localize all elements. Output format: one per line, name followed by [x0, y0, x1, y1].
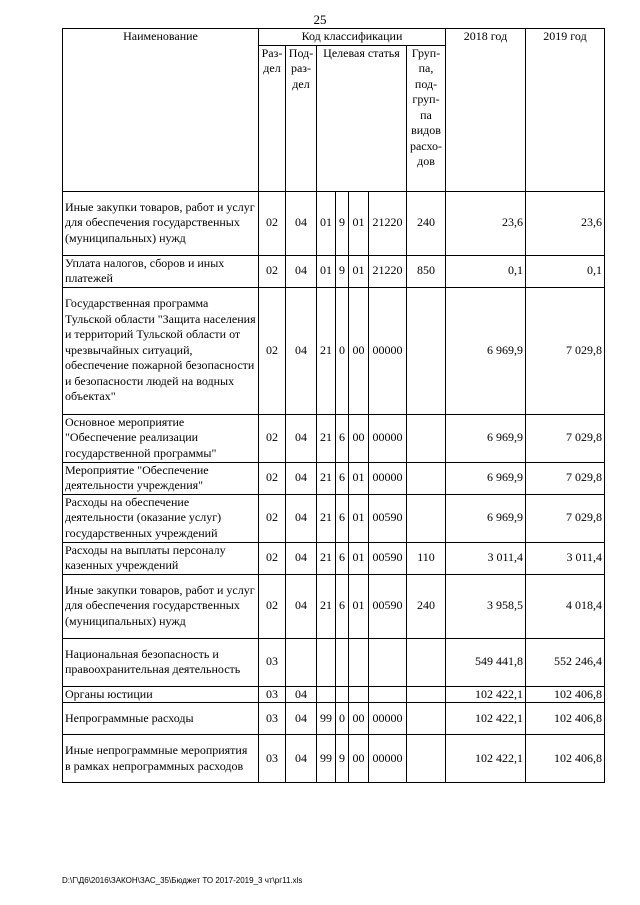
header-podrazdel: Под- раз- дел [286, 45, 317, 191]
row-target-subprogram: 9 [336, 191, 349, 255]
row-razdel: 02 [259, 494, 286, 542]
table-row [63, 542, 605, 574]
row-name: Иные закупки товаров, работ и услуг для обеспечения государственных (муниципальных) нужд [63, 191, 259, 255]
row-amount-2018: 102 422,1 [446, 703, 526, 735]
row-target-direction: 00000 [369, 414, 407, 462]
row-name: Органы юстиции [63, 686, 259, 703]
row-target-direction [369, 638, 407, 686]
row-target-direction: 00000 [369, 735, 407, 783]
row-group [407, 638, 446, 686]
row-target-program: 21 [317, 574, 336, 638]
row-target-direction: 21220 [369, 255, 407, 287]
row-razdel: 03 [259, 703, 286, 735]
table-row [63, 191, 605, 255]
row-amount-2019: 102 406,8 [526, 686, 605, 703]
row-group [407, 703, 446, 735]
row-group [407, 462, 446, 494]
row-razdel: 03 [259, 686, 286, 703]
row-target-event: 01 [349, 494, 369, 542]
row-amount-2018: 3 958,5 [446, 574, 526, 638]
row-amount-2018: 0,1 [446, 255, 526, 287]
file-path-footer: D:\Г\Д6\2016\ЗАКОН\ЗАС_35\Бюджет ТО 2017-2019_3 чт\рг11.xls [62, 876, 303, 885]
header-group: Груп- па, под- груп- па видов расхо- дов [407, 45, 446, 191]
row-podrazdel: 04 [286, 414, 317, 462]
row-amount-2018: 6 969,9 [446, 462, 526, 494]
row-name: Государственная программа Тульской области "Защита населения и территорий Тульской области от чрезвычайных ситуаций, обеспечение пожарной безопасности и безопасности людей на водных объектах" [63, 287, 259, 414]
row-razdel: 02 [259, 191, 286, 255]
row-podrazdel: 04 [286, 703, 317, 735]
table-row [63, 703, 605, 735]
row-amount-2019: 0,1 [526, 255, 605, 287]
row-target-program: 01 [317, 255, 336, 287]
row-name: Непрограммные расходы [63, 703, 259, 735]
row-razdel: 02 [259, 255, 286, 287]
row-group [407, 287, 446, 414]
row-target-direction: 00590 [369, 574, 407, 638]
row-target-program [317, 638, 336, 686]
row-target-event [349, 686, 369, 703]
page-number: 25 [313, 12, 327, 27]
row-podrazdel: 04 [286, 462, 317, 494]
row-amount-2019: 7 029,8 [526, 494, 605, 542]
row-target-subprogram: 0 [336, 703, 349, 735]
row-target-event: 01 [349, 255, 369, 287]
header-year-2018: 2018 год [446, 29, 526, 192]
row-target-program: 21 [317, 494, 336, 542]
row-target-program: 21 [317, 414, 336, 462]
row-target-subprogram [336, 686, 349, 703]
row-podrazdel: 04 [286, 542, 317, 574]
row-target-event: 01 [349, 462, 369, 494]
row-group [407, 494, 446, 542]
row-target-event: 01 [349, 542, 369, 574]
row-target-program: 99 [317, 703, 336, 735]
row-target-event: 01 [349, 191, 369, 255]
row-group [407, 686, 446, 703]
row-amount-2019: 3 011,4 [526, 542, 605, 574]
row-group: 240 [407, 191, 446, 255]
row-amount-2018: 102 422,1 [446, 686, 526, 703]
table-row [63, 735, 605, 783]
table-body [63, 191, 605, 783]
row-target-program: 21 [317, 542, 336, 574]
row-amount-2019: 102 406,8 [526, 735, 605, 783]
row-target-subprogram: 6 [336, 414, 349, 462]
row-target-program [317, 686, 336, 703]
row-name: Иные закупки товаров, работ и услуг для обеспечения государственных (муниципальных) нужд [63, 574, 259, 638]
header-row-1 [63, 29, 605, 46]
row-name: Уплата налогов, сборов и иных платежей [63, 255, 259, 287]
row-name: Расходы на выплаты персоналу казенных учреждений [63, 542, 259, 574]
row-razdel: 02 [259, 462, 286, 494]
row-group [407, 735, 446, 783]
row-amount-2019: 4 018,4 [526, 574, 605, 638]
row-amount-2018: 102 422,1 [446, 735, 526, 783]
row-target-event: 00 [349, 735, 369, 783]
row-amount-2018: 6 969,9 [446, 414, 526, 462]
row-target-program: 99 [317, 735, 336, 783]
row-podrazdel: 04 [286, 287, 317, 414]
header-classification: Код классификации [259, 29, 446, 46]
row-target-program: 21 [317, 462, 336, 494]
row-name: Национальная безопасность и правоохранительная деятельность [63, 638, 259, 686]
header-target: Целевая статья [317, 45, 407, 191]
row-amount-2019: 552 246,4 [526, 638, 605, 686]
budget-table [62, 28, 605, 783]
row-target-subprogram: 6 [336, 542, 349, 574]
row-target-direction: 00000 [369, 703, 407, 735]
row-target-event: 00 [349, 414, 369, 462]
row-amount-2019: 7 029,8 [526, 462, 605, 494]
row-target-direction: 00000 [369, 462, 407, 494]
row-podrazdel: 04 [286, 686, 317, 703]
row-target-subprogram: 6 [336, 494, 349, 542]
row-target-program: 01 [317, 191, 336, 255]
row-target-subprogram: 6 [336, 462, 349, 494]
row-target-subprogram: 9 [336, 255, 349, 287]
row-target-direction: 00590 [369, 542, 407, 574]
row-target-direction: 00590 [369, 494, 407, 542]
table-row [63, 638, 605, 686]
table-row [63, 255, 605, 287]
row-razdel: 03 [259, 735, 286, 783]
row-razdel: 02 [259, 574, 286, 638]
row-name: Иные непрограммные мероприятия в рамках непрограммных расходов [63, 735, 259, 783]
row-target-subprogram: 0 [336, 287, 349, 414]
header-year-2019: 2019 год [526, 29, 605, 192]
table-row [63, 574, 605, 638]
row-target-event: 01 [349, 574, 369, 638]
header-name: Наименование [63, 29, 259, 192]
row-razdel: 02 [259, 414, 286, 462]
table-row [63, 686, 605, 703]
table-row [63, 414, 605, 462]
row-group: 850 [407, 255, 446, 287]
row-target-subprogram [336, 638, 349, 686]
row-amount-2019: 23,6 [526, 191, 605, 255]
row-target-direction [369, 686, 407, 703]
row-group: 240 [407, 574, 446, 638]
row-target-subprogram: 6 [336, 574, 349, 638]
row-name: Расходы на обеспечение деятельности (оказание услуг) государственных учреждений [63, 494, 259, 542]
row-razdel: 02 [259, 287, 286, 414]
row-target-event [349, 638, 369, 686]
row-target-direction: 00000 [369, 287, 407, 414]
row-podrazdel: 04 [286, 494, 317, 542]
row-amount-2019: 7 029,8 [526, 287, 605, 414]
row-target-program: 21 [317, 287, 336, 414]
row-razdel: 03 [259, 638, 286, 686]
row-amount-2018: 23,6 [446, 191, 526, 255]
row-podrazdel: 04 [286, 735, 317, 783]
row-name: Основное мероприятие "Обеспечение реализации государственной программы" [63, 414, 259, 462]
row-target-direction: 21220 [369, 191, 407, 255]
row-group: 110 [407, 542, 446, 574]
table-row [63, 287, 605, 414]
row-podrazdel [286, 638, 317, 686]
row-target-subprogram: 9 [336, 735, 349, 783]
row-podrazdel: 04 [286, 191, 317, 255]
row-name: Мероприятие "Обеспечение деятельности учреждения" [63, 462, 259, 494]
row-target-event: 00 [349, 287, 369, 414]
row-razdel: 02 [259, 542, 286, 574]
row-podrazdel: 04 [286, 255, 317, 287]
row-group [407, 414, 446, 462]
row-amount-2018: 6 969,9 [446, 287, 526, 414]
table-row [63, 494, 605, 542]
table-row [63, 462, 605, 494]
row-amount-2018: 6 969,9 [446, 494, 526, 542]
row-amount-2018: 3 011,4 [446, 542, 526, 574]
header-razdel: Раз- дел [259, 45, 286, 191]
row-amount-2019: 102 406,8 [526, 703, 605, 735]
row-podrazdel: 04 [286, 574, 317, 638]
row-amount-2019: 7 029,8 [526, 414, 605, 462]
row-amount-2018: 549 441,8 [446, 638, 526, 686]
row-target-event: 00 [349, 703, 369, 735]
